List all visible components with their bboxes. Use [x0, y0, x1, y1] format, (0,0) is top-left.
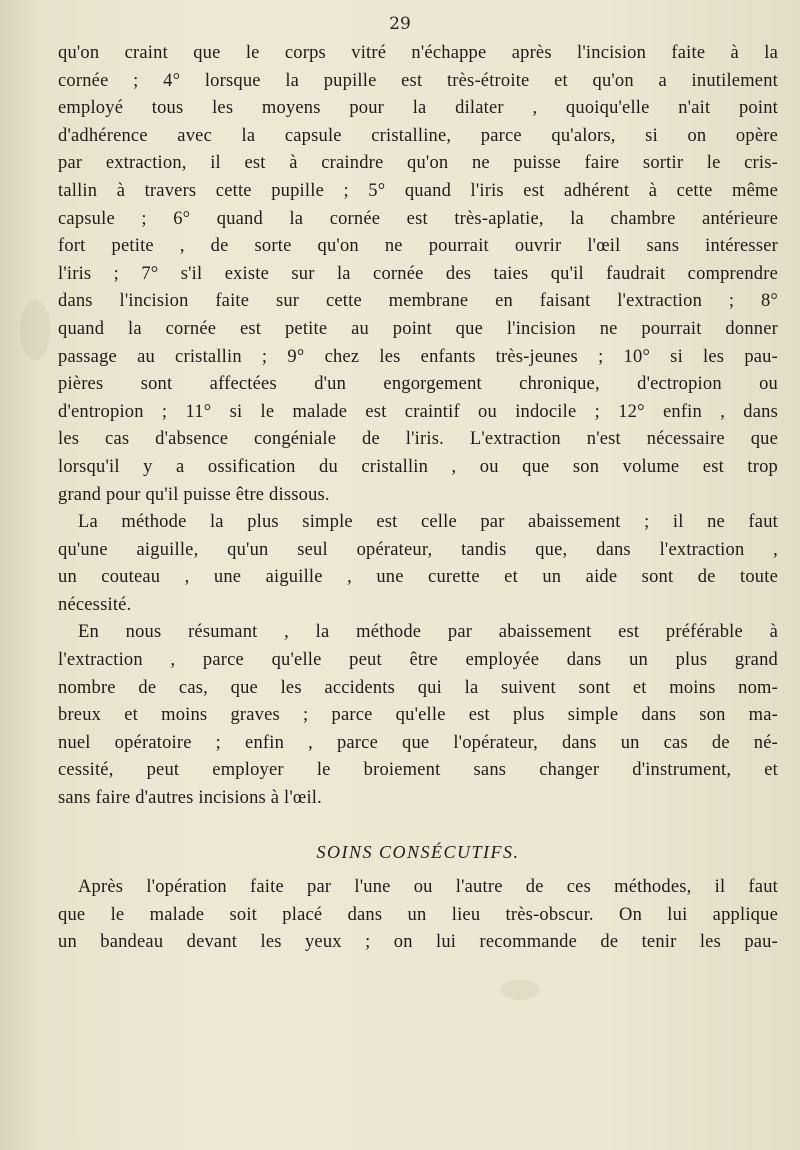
text-line: un bandeau devant les yeux ; on lui recommande de tenir les pau- — [58, 932, 778, 953]
text-line: l'iris ; 7° s'il existe sur la cornée des taies qu'il faudrait comprendre — [58, 263, 778, 284]
text-line: employé tous les moyens pour la dilater , quoiqu'elle n'ait point — [58, 98, 778, 119]
text-line: d'entropion ; 11° si le malade est craintif ou indocile ; 12° enfin , dans — [58, 401, 778, 422]
text-line: lorsqu'il y a ossification du cristallin , ou que son volume est trop — [58, 456, 778, 477]
text-line: cornée ; 4° lorsque la pupille est très-étroite et qu'on a inutilement — [58, 70, 778, 91]
text-line: l'extraction , parce qu'elle peut être employée dans un plus grand — [58, 650, 778, 671]
text-line: capsule ; 6° quand la cornée est très-aplatie, la chambre antérieure — [58, 208, 778, 229]
paper-stain — [20, 300, 50, 360]
text-line: tallin à travers cette pupille ; 5° quand l'iris est adhérent à cette même — [58, 180, 778, 201]
text-line: qu'une aiguille, qu'un seul opérateur, tandis que, dans l'extraction , — [58, 539, 778, 560]
paragraph-3 — [58, 619, 778, 812]
text-line: grand pour qu'il puisse être dissous. — [58, 484, 330, 505]
text-line: La méthode la plus simple est celle par abaissement ; il ne faut — [78, 512, 778, 533]
section-heading: SOINS CONSÉCUTIFS. — [316, 841, 520, 862]
text-line: sans faire d'autres incisions à l'œil. — [58, 788, 322, 809]
paper-stain — [500, 980, 540, 1000]
text-line: quand la cornée est petite au point que l'incision ne pourrait donner — [58, 318, 778, 339]
paragraph-1 — [58, 40, 778, 509]
text-line: passage au cristallin ; 9° chez les enfants très-jeunes ; 10° si les pau- — [58, 346, 778, 367]
text-line: Après l'opération faite par l'une ou l'autre de ces méthodes, il faut — [78, 877, 778, 898]
text-line: nuel opératoire ; enfin , parce que l'opérateur, dans un cas de né- — [58, 732, 778, 753]
text-line: qu'on craint que le corps vitré n'échappe après l'incision faite à la — [58, 43, 778, 63]
text-line: que le malade soit placé dans un lieu très-obscur. On lui applique — [58, 904, 778, 925]
page-number: 29 — [389, 14, 411, 34]
paragraph-4 — [58, 874, 778, 957]
text-line: breux et moins graves ; parce qu'elle est plus simple dans son ma- — [58, 705, 778, 726]
text-line: cessité, peut employer le broiement sans changer d'instrument, et — [58, 760, 778, 781]
text-line: les cas d'absence congéniale de l'iris. L'extraction n'est nécessaire que — [58, 429, 778, 450]
body-text — [58, 40, 778, 957]
text-line: d'adhérence avec la capsule cristalline, parce qu'alors, si on opère — [58, 125, 778, 146]
text-line: un couteau , une aiguille , une curette et un aide sont de toute — [58, 567, 778, 588]
text-line: nombre de cas, que les accidents qui la suivent sont et moins nom- — [58, 677, 778, 698]
text-line: par extraction, il est à craindre qu'on ne puisse faire sortir le cris- — [58, 153, 778, 174]
text-line: nécessité. — [58, 594, 132, 615]
text-line: En nous résumant , la méthode par abaissement est préférable à — [78, 622, 778, 643]
text-line: dans l'incision faite sur cette membrane en faisant l'extraction ; 8° — [58, 291, 778, 312]
paragraph-2 — [58, 509, 778, 619]
text-line: fort petite , de sorte qu'on ne pourrait ouvrir l'œil sans intéresser — [58, 236, 778, 257]
text-line: pières sont affectées d'un engorgement chronique, d'ectropion ou — [58, 374, 778, 395]
